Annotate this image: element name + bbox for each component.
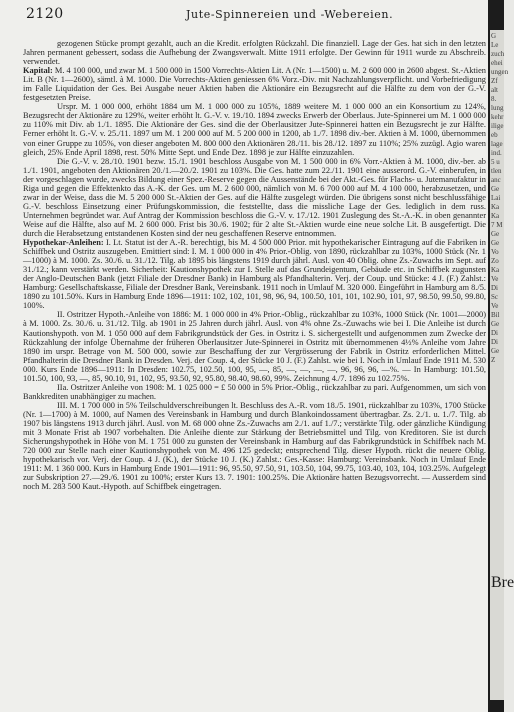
gutter-fragment: Ka: [491, 212, 500, 220]
gutter-fragment: G: [491, 32, 497, 40]
paragraph: II. Ostritzer Hypoth.-Anleihe von 1886: M. 1 000 000 in 4% Prior.-Oblig., rückzahlbar zu 103%, 1000 Stück (Nr. 1001—2000) à M. 1000. Zs. 30./6. u. 31./12. Tilg. ab 1901 in 25 Jahren durch jährl. Ausl. von 4% ohne Zs.-Zuwachs wie bei I. Die Anleihe ist durch Kautionshypoth. von M. 1 050 000 auf dem Fabrikgrundstück der Ges. in Ostritz i. S. sichergestellt und aufgenommen zum Zwecke der Rückzahlung der infolge Übernahme der früheren Oberlausitzer Jute-Spinnerei in Ostritz mit übernommenen 4½% Anleihe vom Jahre 1890 im urspr. Betrage von M. 500 000, sowie zur Beschaffung der zur Vergrösserung der Fabrik in Ostritz erforderlichen Mittel. Pfandhalterin die Dresdner Bank in Dresden. Verj. der Coup. 4, der Stücke 10 J. (F.) Zahlst. wie bei I. Noch in Umlauf Ende 1911 M. 530 000. Kurs Ende 1896—1911: In Dresden: 102.75, 102.50, 100, 95, —, 85, —, —, —, —, 96, 96, 96, —%. — In Hamburg: 101.50, 101.50, 100, 93, —, 85, 90.10, 91, 102, 95, 93.50, 92, 95.80, 98.40, 98.60, 99%. Zeichnung 4./7. 1896 zu 102.75%.: [23, 310, 486, 383]
gutter-fragment: Zf: [491, 77, 498, 85]
adjacent-page-gutter: [488, 0, 514, 712]
adjacent-page-large-fragment: Bre: [491, 574, 514, 591]
gutter-fragment: ehei: [491, 59, 503, 67]
paragraph-kapital: Kapital: M. 4 100 000, und zwar M. 1 500 000 in 1500 Vorrechts-Aktien Lit. A (Nr. 1—1500) u. M. 2 600 000 in 2600 abgest. St.-Aktien Lit. B (Nr. 1—2600), sämtl. à M. 1000. Die Vorrechts-Aktien geniessen 6% Vorz.-Div. mit Nachzahlungsverpflicht. und Vorbefriedigung im Falle Liquidation der Ges. Bei Ausgabe neuer Aktien haben die Aktionäre ein Bezugsrecht auf die Hälfte zu dem von der G.-V. festgesetzten Preise.: [23, 66, 486, 103]
gutter-fragment: Di: [491, 338, 498, 346]
paragraph: gezogenen Stücke prompt gezahlt, auch an die Kredit. erfolgten Rückzahl. Die finanziell. Lage der Ges. hat sich in den letzten Jahren permanent gebessert, sodass die Aufhebung der Zwangsverwalt. Mitte 1911 erfolgte. Der Gewinn für 1911 wurde zu Abschreib. verwendet.: [23, 39, 486, 67]
adjacent-page-fragments: [491, 32, 509, 365]
document-body: [23, 39, 486, 491]
gutter-fragment: 5 u: [491, 158, 500, 166]
gutter-fragment: kehr: [491, 113, 504, 121]
gutter-fragment: Sc: [491, 293, 498, 301]
gutter-fragment: Di: [491, 284, 498, 292]
section-lead: Kapital:: [23, 66, 53, 76]
gutter-fragment: alt: [491, 86, 498, 94]
paragraph: Die G.-V. v. 28./10. 1901 bezw. 15./1. 1901 beschloss Ausgabe von M. 1 500 000 in 6% Vorr.-Aktien à M. 1000, div.-ber. ab 1./1. 1901, angeboten den Aktionären 20./1.—20./2. 1901 zu 103%. Die Ges. hatte zum 22./11. 1901 eine ausserord. G.-V. einberufen, in der vorgeschlagen wurde, zwecks Bildung einer Spez.-Reserve gegen die Aussenstände bei der Akt.-Ges. für Flachs- u. Jutemanufaktur in Riga und gegen die Effektenkto das A.-K. der Ges. um M. 2 600 000, nämlich von M. 6 700 000 auf M. 4 100 000, herabzusetzen, und zwar in der Weise, dass die M. 5 200 000 St.-Aktien der Ges. auf die Hälfte zusgelegt würden. Die übrigens sonst nicht beschlussfähige G.-V. beschloss Einsetzung einer Prüfungskommission, die feststellte, dass die missliche Lage der Ges. lediglich in dem russ. Unternehmen begründet war. Auf Antrag der Kommission beschloss die G.-V. v. 17./12. 1901 Zuslegung des St.-A.-K. in oben genannter Weise auf die Hälfte, also auf M. 2 600 000. Frist bis 30./6. 1902; für 2 alte St.-Aktien wurde eine neue solche Lit. B ausgefertigt. Die durch die Herabsetzung entstandenen Kosten sind der neu geschaffenen Reserve entnommen.: [23, 156, 486, 238]
gutter-fragment: Z: [491, 356, 496, 364]
gutter-fragment: Di: [491, 329, 498, 337]
gutter-fragment: Ge: [491, 185, 500, 193]
gutter-fragment: ind.: [491, 149, 502, 157]
gutter-fragment: ungen: [491, 68, 509, 76]
paragraph: IIa. Ostritzer Anleihe von 1908: M. 1 025 000 = £ 50 000 in 5% Prior.-Oblig., rückzahlbar zu pari. Aufgenommen, um sich von Bankkrediten unabhängiger zu machen.: [23, 382, 486, 401]
gutter-fragment: Ge: [491, 239, 500, 247]
gutter-fragment: zuch: [491, 50, 505, 58]
paragraph: III. M. 1 700 000 in 5% Teilschuldverschreibungen lt. Beschluss des A.-R. vom 18./5. 1901, rückzahlbar zu 103%, 1700 Stücke (Nr. 1—1700) à M. 1000, auf Namen des Vereinsbank in Hamburg und durch Blankoindossament übertragbar. Zs. 2./1. u. 1./7. Tilg. ab 1907 bis längstens 1913 durch jährl. Ausl. von M. 68 000 ohne Zs.-Zuwachs am 2./1. auf 1./7.; verstärkte Tilg. oder gänzliche Kündigung mit 3 Monate Frist ab 1907 vorbehalten. Die Anleihe diente zur Stärkung der Betriebsmittel und Tilg. von Kreditoren. Sie ist durch Sicherungshypothek in Höhe von M. 1 751 000 zu gunsten der Vereinsbank in Hamburg auf das Fabrikgrundstück in Schiffbek nach M. 720 000 zur Stelle nach einer Kautionshypothek von M. 496 125 gedeckt; entsprechend Tilg. dieser Hypoth. rückt die neuere Oblig. hypothekarisch vor. Verj. der Coup. 4 J. (K.), der Stücke 10 J. (K.) Zahlst.: Ges.-Kasse: Hamburg: Vereinsbank. Noch in Umlauf Ende 1911: M. 1 360 000. Kurs in Hamburg Ende 1901—1911: 96, 95.50, 97.50, 91, 103.50, 104, 99.75, 103.40, 103, 104, 103.25%. Aufgelegt zur Subskription 27.—29./6. 1901 zu 100%; erster Kurs 13. 7. 1901: 100.25%. Die Aktionäre hatten Bezugsvorrecht. — Ausserdem sind noch M. 283 500 Kaut.-Hypoth. auf Schiffbek eingetragen.: [23, 400, 486, 492]
page-number: 2120: [26, 6, 64, 22]
gutter-fragment: Ve: [491, 302, 499, 310]
gutter-fragment: Ge: [491, 320, 500, 328]
gutter-fragment: 7 M: [491, 221, 503, 229]
gutter-fragment: eb: [491, 131, 498, 139]
running-head: Jute-Spinnereien und -Webereien.: [186, 8, 394, 21]
paragraph: Urspr. M. 1 000 000, erhöht 1884 um M. 1 000 000 zu 105%, 1889 weitere M. 1 000 000 an ein Konsortium zu 124%, Bezugsrecht der Aktionäre zu 129%, weiter erhöht lt. G.-V. v. 19./10. 1894 zwecks Erwerb der Oberlaus. Jute-Spinnerei um M. 1 000 000 zu 110% mit Div. ab 1./1. 1895. Die Aktionäre der Ges. sind die der Oberlausitzer Jute-Spinnerei hatten ein Bezugsrecht je zur Hälfte. Ferner erhöht lt. G.-V. v. 25./11. 1897 um M. 1 200 000 auf M. 5 200 000 in 1200, ab 1./7. 1898 div.-ber. Aktien à M. 1000, übernommen von einer Gruppe zu 105%, von dieser angeboten M. 800 000 den Aktionären 28./11. bis 28./12. 1897 zu 110%; 25% zuzügl. Agio waren gleich, 25% Ende April 1898, rest. 50% Mitte Sept. und Ende Dez. 1898 je zur Hälfte einzuzahlen.: [23, 102, 486, 157]
gutter-fragment: lung: [491, 104, 504, 112]
gutter-fragment: ilige: [491, 122, 504, 130]
gutter-fragment: Zo: [491, 257, 499, 265]
gutter-fragment: Le: [491, 41, 499, 49]
page-header: [26, 6, 488, 28]
gutter-fragment: Lai: [491, 194, 501, 202]
gutter-fragment: 8.: [491, 95, 497, 103]
gutter-fragment: tlen: [491, 167, 502, 175]
gutter-fragment: Ge: [491, 230, 500, 238]
paragraph-hypothekar-anleihen: Hypothekar-Anleihen: I. Lt. Statut ist der A.-R. berechtigt, bis M. 4 500 000 Prior. mit hypothekarischer Eintragung auf die Fabriken in Schiffbek und Ostritz auszugeben. Emittiert sind: I. M. 1 000 000 in 4% Prior.-Oblig. von 1890, rückzahlbar zu 103%, 1000 Stück (Nr. 1—1000) à M. 1000. Zs. 30./6. u. 31./12. Tilg. ab 1895 bis längstens 1919 durch jährl. Ausl. von 40 Oblig. ohne Zs.-Zuwachs im Sept. auf 31./12.; kann verstärkt werden. Sicherheit: Kautionshypothek zur I. Stelle auf das Grundeigentum, Gebäude etc. in Schiffbek zugunsten der Anglo-Deutschen Bank (jetzt Filiale der Dresdner Bank) in Hamburg als Pfandhalterin. Verj. der Coup. und Stücke: 4 J. (F.) Zahlst.: Hamburg: Gesellschaftskasse, Filiale der Dresdner Bank, Vereinsbank. 1911 noch in Umlauf M. 320 000. Eingeführt in Hamburg am 8./5. 1890 zu 101.50%. Kurs in Hamburg Ende 1896—1911: 102, 102, 101, 98, 96, 94, 100.50, 101, 101, 102.90, 101, 97, 98.50, 99.50, 99.80, 100%.: [23, 238, 486, 311]
gutter-fragment: lage: [491, 140, 503, 148]
gutter-fragment: anc: [491, 176, 501, 184]
gutter-fragment: Ve: [491, 275, 499, 283]
gutter-fragment: Bil: [491, 311, 500, 319]
gutter-fragment: Ge: [491, 347, 500, 355]
gutter-fragment: Ka: [491, 203, 500, 211]
section-lead: Hypothekar-Anleihen:: [23, 238, 104, 248]
gutter-fragment: Ka: [491, 266, 500, 274]
gutter-fragment: Vo: [491, 248, 499, 256]
